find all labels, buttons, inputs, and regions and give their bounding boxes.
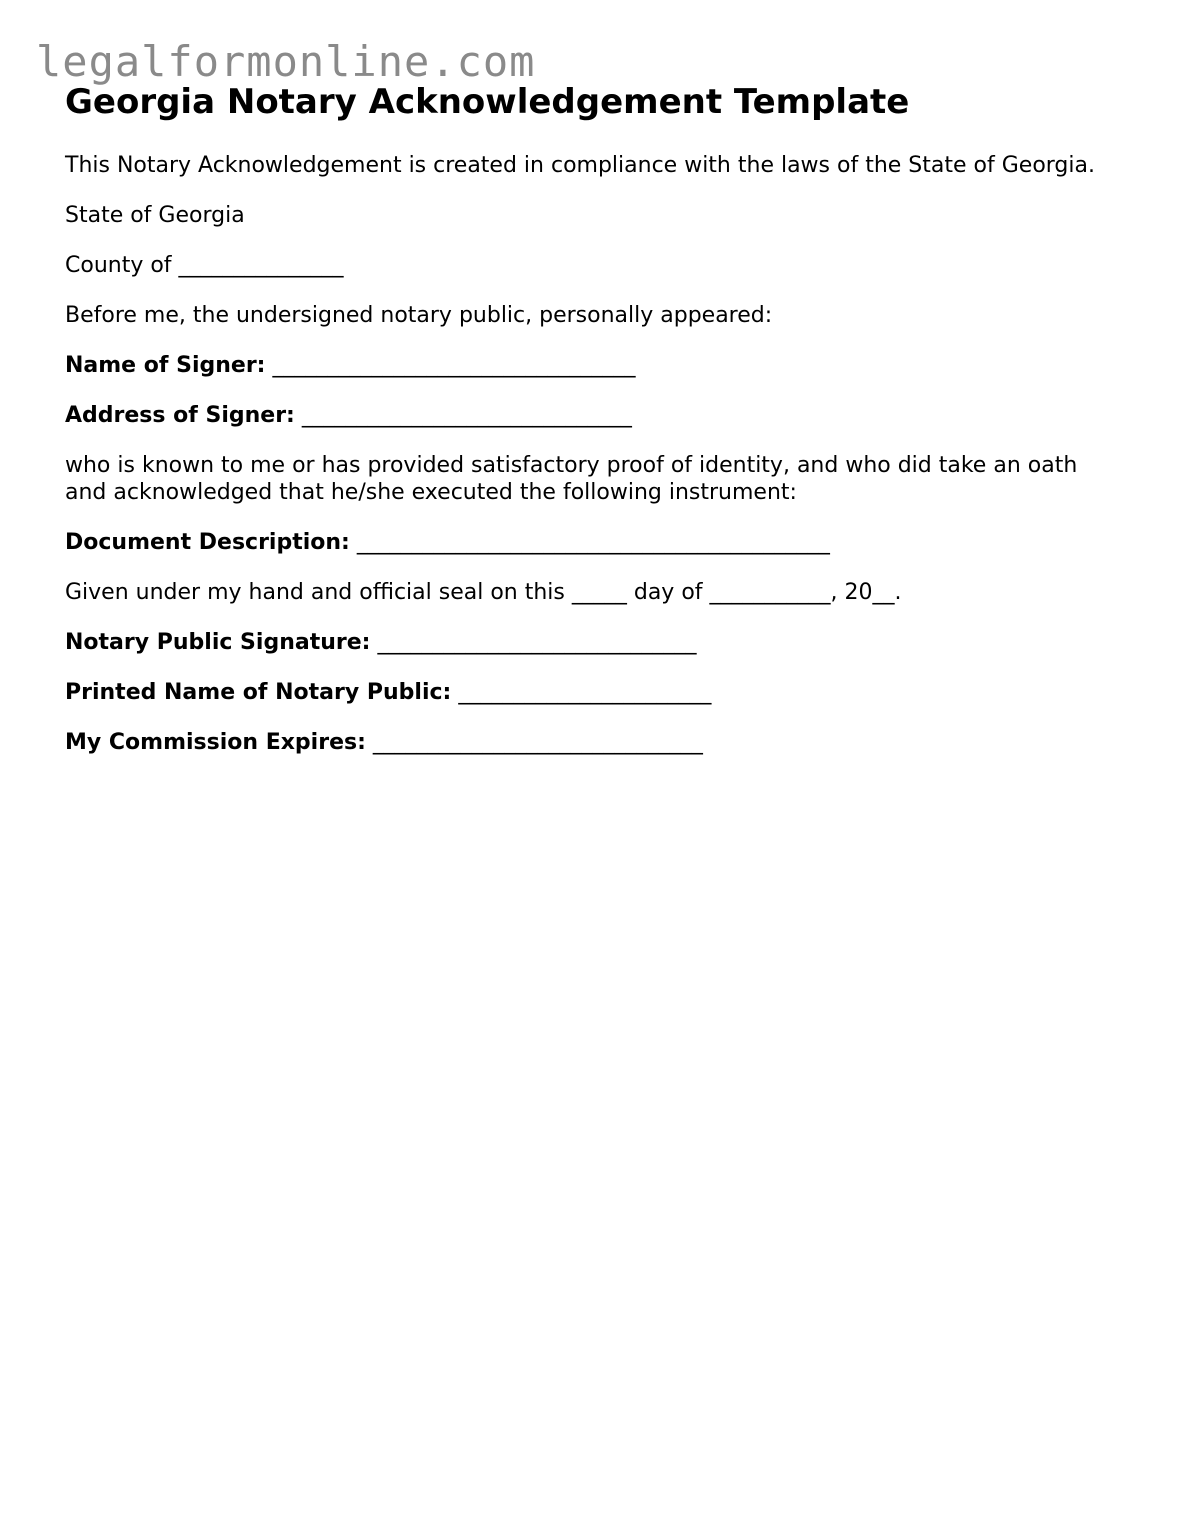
notary-signature-label: Notary Public Signature:: [65, 630, 371, 655]
address-of-signer-blank: ______________________________: [294, 403, 632, 428]
commission-expires-field: [65, 729, 1125, 756]
address-of-signer-field: [65, 402, 1125, 429]
document-description-label: Document Description:: [65, 530, 350, 555]
address-of-signer-label: Address of Signer:: [65, 403, 295, 428]
name-of-signer-field: [65, 352, 1125, 379]
name-of-signer-blank: _________________________________: [265, 353, 636, 378]
document-title: Georgia Notary Acknowledgement Template: [65, 82, 910, 122]
given-under-hand-line: Given under my hand and official seal on this _____ day of ___________, 20__.: [65, 580, 902, 605]
document-description-blank: ___________________________________________: [349, 530, 830, 555]
printed-name-label: Printed Name of Notary Public:: [65, 680, 452, 705]
intro-paragraph: This Notary Acknowledgement is created in compliance with the laws of the State of Georgia.: [65, 153, 1095, 178]
watermark-text: legalformonline.com: [36, 37, 536, 86]
printed-name-field: [65, 679, 1125, 706]
document-page: [65, 80, 1125, 756]
county-line: County of _______________: [65, 253, 344, 278]
before-me-line: Before me, the undersigned notary public, personally appeared:: [65, 303, 773, 328]
oath-paragraph: who is known to me or has provided satisfactory proof of identity, and who did take an oath and acknowledged that he/she executed the following instrument:: [65, 453, 1078, 505]
name-of-signer-label: Name of Signer:: [65, 353, 266, 378]
notary-signature-blank: _____________________________: [370, 630, 697, 655]
state-line: State of Georgia: [65, 203, 245, 228]
commission-expires-label: My Commission Expires:: [65, 730, 366, 755]
notary-signature-field: [65, 629, 1125, 656]
commission-expires-blank: ______________________________: [365, 730, 703, 755]
document-description-field: [65, 529, 1125, 556]
printed-name-blank: _______________________: [451, 680, 712, 705]
